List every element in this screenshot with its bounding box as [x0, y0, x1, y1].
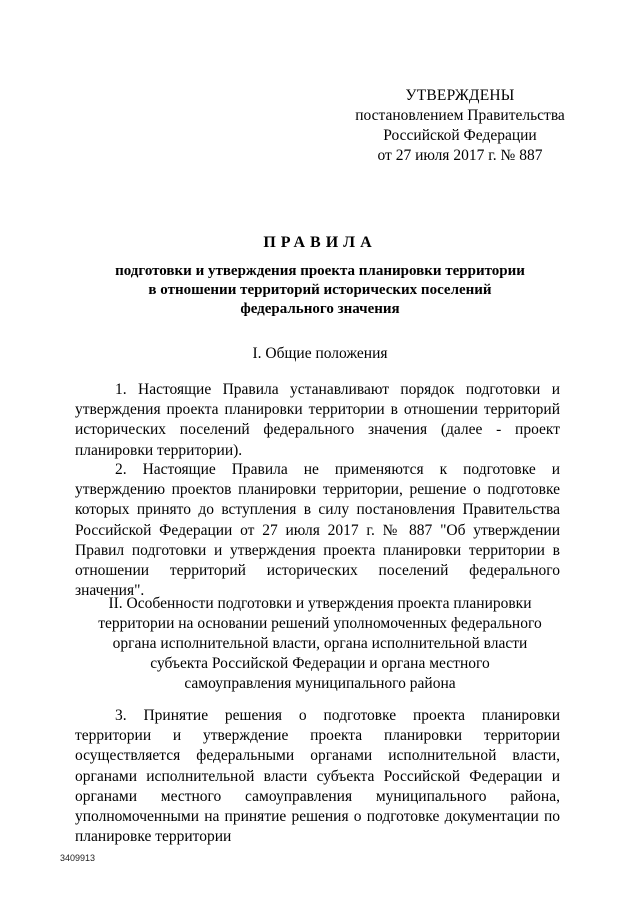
paragraph-3-text: 3. Принятие решения о подготовке проекта планировки территории и утверждение проекта планировки территории осуществляется федеральными органами исполнительной власти, органами исполнительной власти субъекта Российской Федерации и органами местного самоуправления муниципального района, уполномоченными на принятие решения о подготовке документации по планировке территории: [75, 707, 560, 846]
subtitle-line-3: федерального значения: [240, 301, 400, 317]
paragraph-2: [75, 460, 560, 601]
approval-line-3: от 27 июля 2017 г. № 887: [377, 147, 543, 164]
paragraph-2-text: 2. Настоящие Правила не применяются к подготовке и утверждению проектов планировки территории, решение о подготовке которых принято до вступления в силу постановления Правительства Российской Федерации от 27 июля 2017 г. № 887 "Об утверждении Правил подготовки и утверждения проекта планировки территории в отношении территорий исторических поселений федерального значения".: [75, 461, 560, 600]
subtitle-line-1: подготовки и утверждения проекта планировки территории: [115, 263, 525, 279]
section-2-heading: [70, 594, 570, 694]
section-2-line-2: территории на основании решений уполномоченных федерального: [98, 615, 542, 632]
section-1-heading: I. Общие положения: [252, 345, 388, 362]
subtitle-line-2: в отношении территорий исторических поселений: [148, 282, 492, 298]
approval-heading: УТВЕРЖДЕНЫ: [405, 87, 515, 104]
approval-line-2: Российской Федерации: [383, 127, 537, 144]
section-2-line-5: самоуправления муниципального района: [184, 675, 456, 692]
document-code: 3409913: [60, 853, 96, 863]
paragraph-1-text: 1. Настоящие Правила устанавливают порядок подготовки и утверждения проекта планировки территории в отношении территорий исторических поселений федерального значения (далее - проект планировки территории).: [75, 381, 560, 459]
section-2-line-1: II. Особенности подготовки и утверждения проекта планировки: [108, 595, 532, 612]
document-title: ПРАВИЛА: [263, 234, 377, 251]
approval-line-1: постановлением Правительства: [355, 107, 565, 124]
document-subtitle: [70, 262, 570, 319]
section-2-line-4: субъекта Российской Федерации и органа местного: [150, 655, 490, 672]
section-2-line-3: органа исполнительной власти, органа исполнительной власти: [112, 635, 528, 652]
paragraph-3: [75, 706, 560, 847]
approval-stamp: [330, 86, 590, 166]
paragraph-1: [75, 380, 560, 461]
